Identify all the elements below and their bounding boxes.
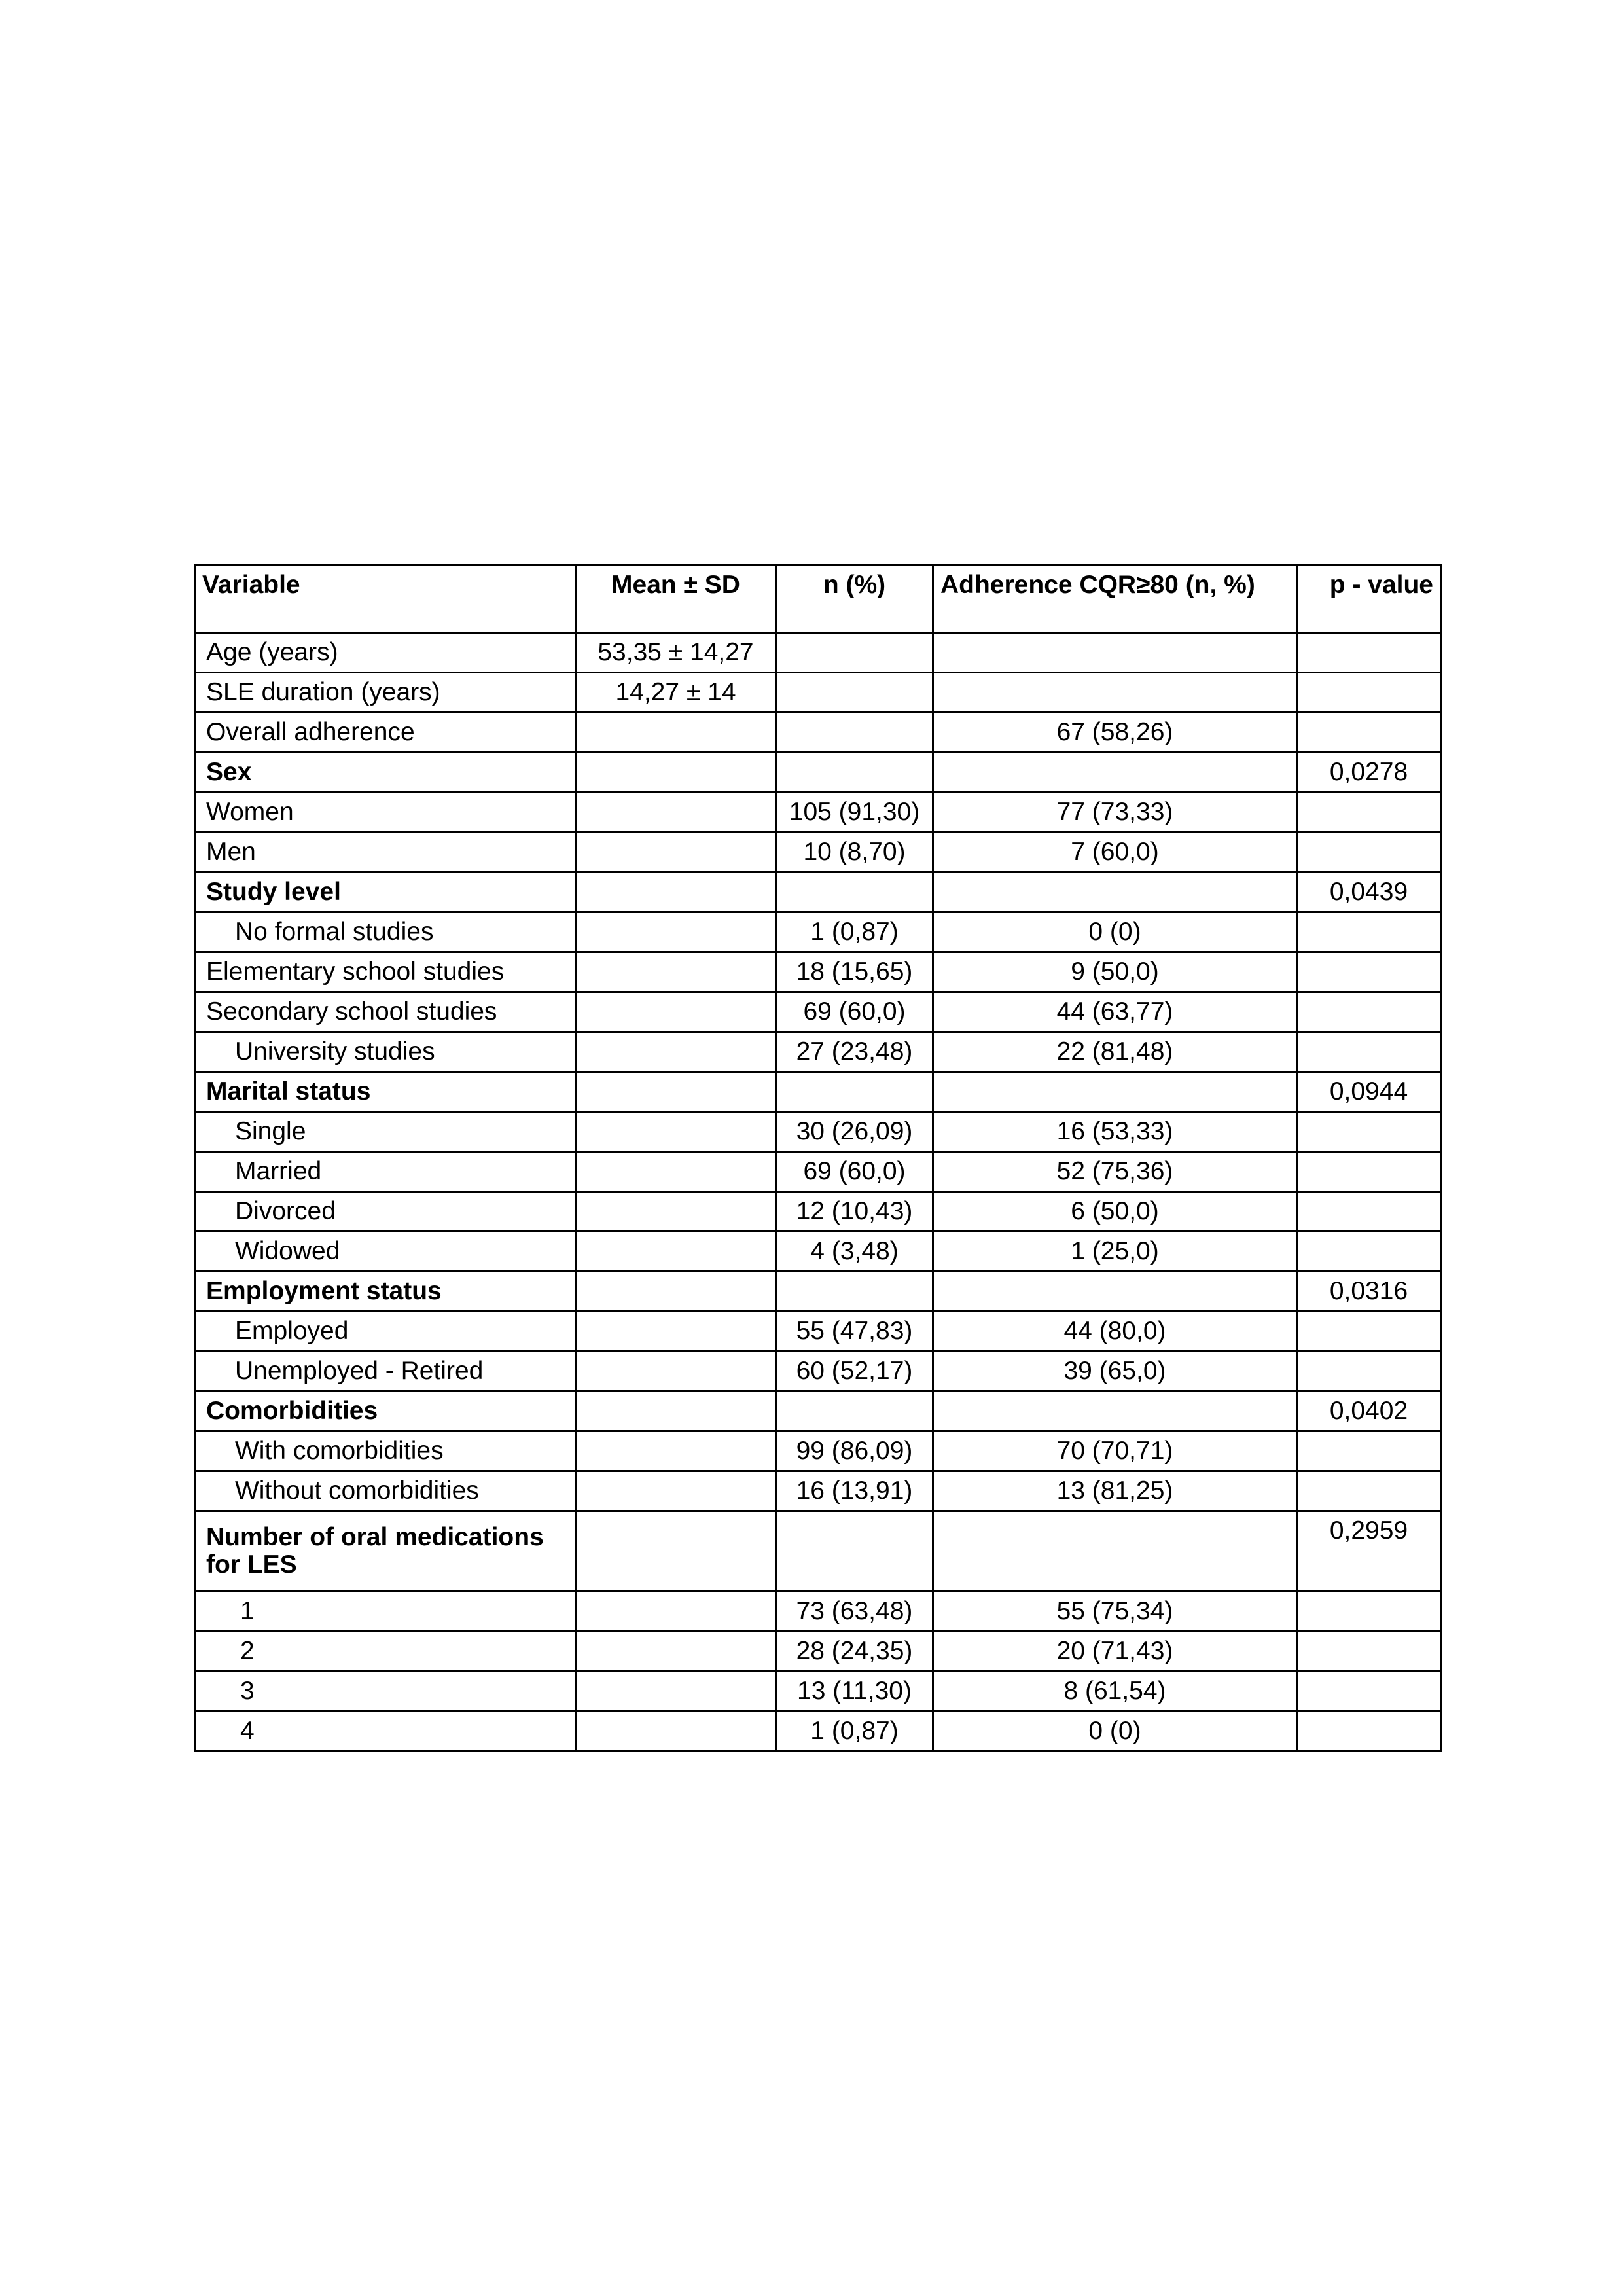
group-label: Sex (195, 753, 576, 793)
cell-p-value (1297, 673, 1441, 713)
cell-adherence: 44 (80,0) (933, 1312, 1297, 1352)
cell-adherence (933, 1511, 1297, 1592)
cell-mean-sd (576, 1272, 776, 1312)
cell-mean-sd (576, 1471, 776, 1511)
table-row (195, 992, 1441, 1032)
cell-n-percent (776, 673, 933, 713)
table-row-group-header (195, 1272, 1441, 1312)
table-row (195, 912, 1441, 952)
cell-n-percent: 27 (23,48) (776, 1032, 933, 1072)
cell-n-percent (776, 1391, 933, 1431)
group-label: Comorbidities (195, 1391, 576, 1431)
cell-n-percent: 69 (60,0) (776, 1152, 933, 1192)
cell-mean-sd (576, 753, 776, 793)
row-label: Married (195, 1152, 576, 1192)
cell-mean-sd (576, 1391, 776, 1431)
cell-p-value (1297, 1152, 1441, 1192)
group-label: Number of oral medications for LES (195, 1511, 576, 1592)
cell-adherence: 1 (25,0) (933, 1232, 1297, 1272)
header-n-percent: n (%) (776, 565, 933, 633)
table-row (195, 713, 1441, 753)
table-row (195, 1712, 1441, 1751)
cell-adherence (933, 1391, 1297, 1431)
cell-p-value (1297, 1312, 1441, 1352)
table-row (195, 1592, 1441, 1632)
cell-mean-sd (576, 713, 776, 753)
table-row-group-header (195, 1072, 1441, 1112)
cell-p-value (1297, 1672, 1441, 1712)
row-label: Widowed (195, 1232, 576, 1272)
cell-n-percent: 1 (0,87) (776, 1712, 933, 1751)
cell-n-percent: 16 (13,91) (776, 1471, 933, 1511)
cell-adherence: 67 (58,26) (933, 713, 1297, 753)
header-adherence: Adherence CQR≥80 (n, %) (933, 565, 1297, 633)
cell-mean-sd (576, 1312, 776, 1352)
row-label: With comorbidities (195, 1431, 576, 1471)
group-label: Marital status (195, 1072, 576, 1112)
cell-adherence: 6 (50,0) (933, 1192, 1297, 1232)
table-row (195, 1152, 1441, 1192)
cell-mean-sd (576, 1192, 776, 1232)
row-label: Age (years) (195, 633, 576, 673)
cell-n-percent: 12 (10,43) (776, 1192, 933, 1232)
cell-p-value (1297, 912, 1441, 952)
table-row-group-header (195, 872, 1441, 912)
cell-adherence (933, 872, 1297, 912)
table-row (195, 633, 1441, 673)
header-mean-sd: Mean ± SD (576, 565, 776, 633)
cell-adherence: 7 (60,0) (933, 833, 1297, 872)
cell-adherence: 44 (63,77) (933, 992, 1297, 1032)
cell-p-value (1297, 1232, 1441, 1272)
cell-n-percent (776, 1072, 933, 1112)
cell-adherence: 52 (75,36) (933, 1152, 1297, 1192)
cell-p-value (1297, 1192, 1441, 1232)
cell-mean-sd: 14,27 ± 14 (576, 673, 776, 713)
row-label: No formal studies (195, 912, 576, 952)
cell-adherence (933, 1272, 1297, 1312)
cell-adherence: 20 (71,43) (933, 1632, 1297, 1672)
cell-p-value: 0,0944 (1297, 1072, 1441, 1112)
cell-mean-sd (576, 1712, 776, 1751)
cell-mean-sd (576, 1112, 776, 1152)
table-row (195, 1312, 1441, 1352)
demographics-adherence-table (194, 564, 1442, 1752)
cell-mean-sd (576, 793, 776, 833)
cell-mean-sd (576, 1152, 776, 1192)
table-row (195, 1112, 1441, 1152)
cell-n-percent: 18 (15,65) (776, 952, 933, 992)
cell-adherence: 70 (70,71) (933, 1431, 1297, 1471)
cell-p-value (1297, 1471, 1441, 1511)
cell-adherence: 13 (81,25) (933, 1471, 1297, 1511)
cell-n-percent: 13 (11,30) (776, 1672, 933, 1712)
cell-mean-sd (576, 912, 776, 952)
cell-adherence: 0 (0) (933, 912, 1297, 952)
cell-adherence: 8 (61,54) (933, 1672, 1297, 1712)
cell-adherence: 39 (65,0) (933, 1352, 1297, 1391)
table-row (195, 1431, 1441, 1471)
cell-mean-sd (576, 1592, 776, 1632)
cell-n-percent: 1 (0,87) (776, 912, 933, 952)
cell-adherence: 0 (0) (933, 1712, 1297, 1751)
cell-n-percent: 69 (60,0) (776, 992, 933, 1032)
cell-p-value: 0,0402 (1297, 1391, 1441, 1431)
table-row (195, 1032, 1441, 1072)
cell-n-percent: 28 (24,35) (776, 1632, 933, 1672)
cell-n-percent: 99 (86,09) (776, 1431, 933, 1471)
cell-p-value: 0,0439 (1297, 872, 1441, 912)
cell-mean-sd (576, 1072, 776, 1112)
cell-mean-sd (576, 992, 776, 1032)
cell-n-percent (776, 1272, 933, 1312)
row-label: Overall adherence (195, 713, 576, 753)
row-label: 3 (195, 1672, 576, 1712)
cell-p-value (1297, 992, 1441, 1032)
table-row-group-header (195, 1391, 1441, 1431)
cell-adherence (933, 753, 1297, 793)
cell-p-value (1297, 1632, 1441, 1672)
table-row (195, 952, 1441, 992)
cell-mean-sd (576, 1511, 776, 1592)
row-label: Without comorbidities (195, 1471, 576, 1511)
cell-p-value (1297, 633, 1441, 673)
table-row (195, 1192, 1441, 1232)
cell-mean-sd: 53,35 ± 14,27 (576, 633, 776, 673)
group-label: Employment status (195, 1272, 576, 1312)
cell-mean-sd (576, 1232, 776, 1272)
cell-p-value (1297, 1112, 1441, 1152)
cell-mean-sd (576, 833, 776, 872)
table-row (195, 793, 1441, 833)
cell-p-value (1297, 952, 1441, 992)
row-label: Employed (195, 1312, 576, 1352)
cell-n-percent: 30 (26,09) (776, 1112, 933, 1152)
row-label: Men (195, 833, 576, 872)
row-label: SLE duration (years) (195, 673, 576, 713)
cell-p-value (1297, 1592, 1441, 1632)
row-label: Secondary school studies (195, 992, 576, 1032)
cell-adherence (933, 633, 1297, 673)
table-row (195, 673, 1441, 713)
cell-n-percent (776, 872, 933, 912)
cell-n-percent (776, 1511, 933, 1592)
cell-adherence: 22 (81,48) (933, 1032, 1297, 1072)
cell-n-percent: 73 (63,48) (776, 1592, 933, 1632)
cell-mean-sd (576, 952, 776, 992)
row-label: Unemployed - Retired (195, 1352, 576, 1391)
cell-n-percent: 10 (8,70) (776, 833, 933, 872)
row-label: Elementary school studies (195, 952, 576, 992)
row-label: 4 (195, 1712, 576, 1751)
cell-adherence: 55 (75,34) (933, 1592, 1297, 1632)
table-row (195, 1632, 1441, 1672)
table-row (195, 1232, 1441, 1272)
table-row (195, 1672, 1441, 1712)
table-row (195, 1471, 1441, 1511)
cell-adherence: 9 (50,0) (933, 952, 1297, 992)
row-label: Divorced (195, 1192, 576, 1232)
cell-p-value (1297, 713, 1441, 753)
cell-p-value (1297, 793, 1441, 833)
row-label: 2 (195, 1632, 576, 1672)
header-p-value: p - value (1297, 565, 1441, 633)
cell-p-value (1297, 1712, 1441, 1751)
cell-n-percent (776, 753, 933, 793)
cell-p-value: 0,2959 (1297, 1511, 1441, 1592)
table-row-group-header (195, 753, 1441, 793)
cell-mean-sd (576, 1032, 776, 1072)
cell-mean-sd (576, 872, 776, 912)
cell-n-percent: 105 (91,30) (776, 793, 933, 833)
cell-mean-sd (576, 1431, 776, 1471)
row-label: University studies (195, 1032, 576, 1072)
cell-n-percent (776, 633, 933, 673)
cell-adherence: 77 (73,33) (933, 793, 1297, 833)
cell-p-value (1297, 833, 1441, 872)
row-label: 1 (195, 1592, 576, 1632)
cell-adherence: 16 (53,33) (933, 1112, 1297, 1152)
cell-p-value (1297, 1431, 1441, 1471)
cell-n-percent: 60 (52,17) (776, 1352, 933, 1391)
cell-n-percent: 4 (3,48) (776, 1232, 933, 1272)
cell-adherence (933, 673, 1297, 713)
cell-p-value: 0,0278 (1297, 753, 1441, 793)
table-row-group-header (195, 1511, 1441, 1592)
cell-mean-sd (576, 1672, 776, 1712)
cell-mean-sd (576, 1352, 776, 1391)
cell-p-value (1297, 1032, 1441, 1072)
row-label: Women (195, 793, 576, 833)
table-row (195, 833, 1441, 872)
table-row (195, 1352, 1441, 1391)
cell-adherence (933, 1072, 1297, 1112)
table-header-row (195, 565, 1441, 633)
cell-mean-sd (576, 1632, 776, 1672)
cell-p-value (1297, 1352, 1441, 1391)
group-label: Study level (195, 872, 576, 912)
cell-n-percent (776, 713, 933, 753)
cell-p-value: 0,0316 (1297, 1272, 1441, 1312)
header-variable: Variable (195, 565, 576, 633)
row-label: Single (195, 1112, 576, 1152)
cell-n-percent: 55 (47,83) (776, 1312, 933, 1352)
